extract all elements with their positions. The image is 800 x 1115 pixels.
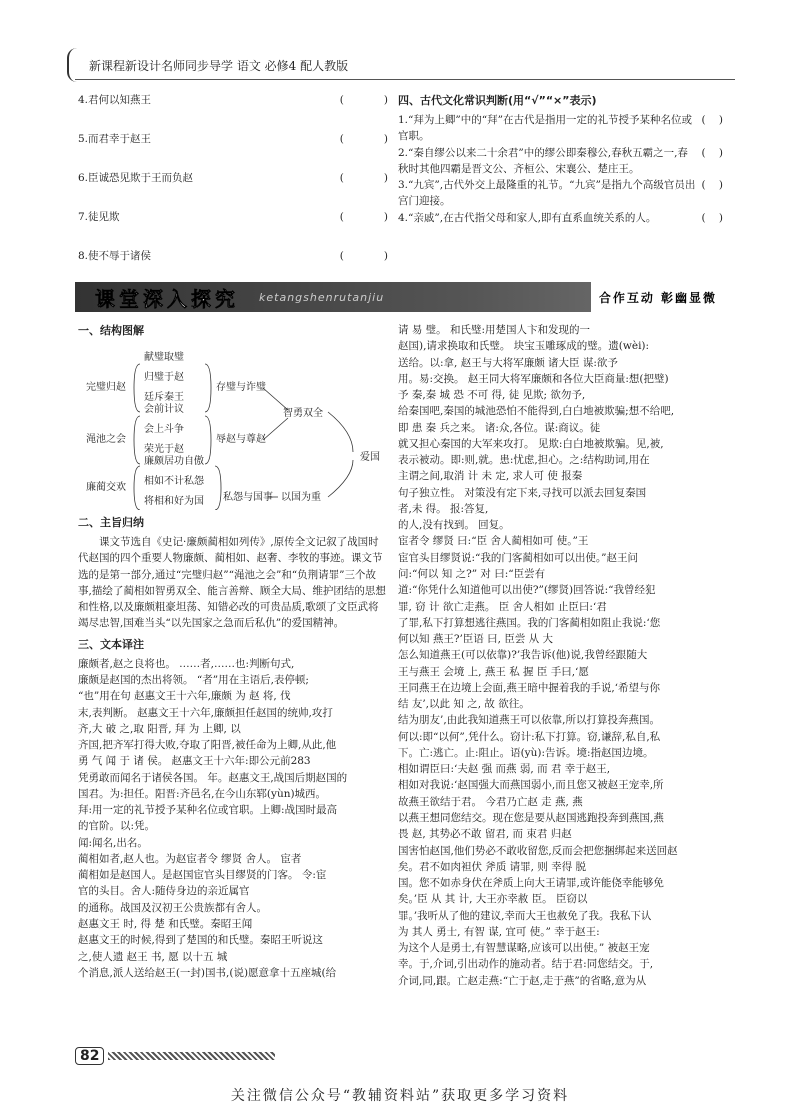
node: 归璧于赵	[144, 372, 184, 384]
translation-line: 何以:即“以何”,凭什么。窃计:私下打算。窃,谦辞,私自,私	[398, 730, 661, 743]
translation-line: 表示被动。即:则,就。患:忧虑,担心。之:结构助词,用在	[398, 454, 650, 467]
banner-pinyin: ketangshenrutanjiu	[259, 290, 385, 304]
translation-line: 王同燕王在边境上会面,燕王暗中握着我的手说,‘希望与你	[398, 681, 661, 694]
translation-line: 相如谓臣曰:‘夫赵 强 而燕 弱, 而 君 幸于赵王,	[398, 763, 611, 776]
translation-line: 矣。’臣 从 其 计, 大王亦幸赦 臣。 臣窃以	[398, 893, 588, 906]
judge-item	[398, 145, 723, 178]
node: 将相和好为国	[144, 496, 204, 508]
translation-line: 为这个人是勇士,有智慧谋略,应该可以出使。” 被赵王宠	[398, 942, 650, 955]
translation-line: 请 易 璧。 和氏璧:用楚国人卞和发现的一	[398, 324, 591, 336]
answer-blank: ( )	[339, 94, 388, 106]
culture-judgement	[398, 92, 723, 226]
question-row	[78, 209, 388, 248]
translation-line: 王与燕王 会境 上, 燕王 私 握 臣 手曰,‘愿	[398, 665, 589, 678]
bottom-note: 关注微信公众号“教辅资料站”获取更多学习资料	[230, 1088, 570, 1104]
translation-line: 个消息,派人送给赵王(一封)国书,(说)愿意拿十五座城(给	[78, 966, 337, 979]
translation-line: 矣。君不如肉袒伏 斧质 请罪, 则 幸得 脱	[398, 860, 587, 873]
page-header	[75, 52, 735, 80]
node: 渑池之会	[86, 434, 126, 446]
answer-blank: ( )	[701, 211, 723, 224]
translation-line: 了罪,私下打算想逃往燕国。我的门客蔺相如阻止我说:‘您	[398, 616, 661, 629]
answer-blank: ( )	[701, 179, 723, 192]
question-text: 5.而君幸于赵王	[78, 133, 152, 145]
node: 智勇双全	[283, 408, 323, 420]
structure-diagram	[78, 342, 388, 510]
node: 存璧与诈璧	[216, 382, 266, 394]
judge-text: 1.“拜为上卿”中的“拜”在古代是指用一定的礼节授予某种名位或官职。	[398, 114, 692, 143]
node: 相如不计私怨	[144, 476, 204, 488]
translation-line: 廉颇是赵国的杰出将领。 “者”用在主语后,表停顿;	[78, 674, 309, 686]
translation-line: 的官阶。以:凭。	[78, 820, 156, 833]
header-title: 新课程新设计名师同步导学 语文 必修4 配人教版	[89, 59, 349, 73]
translation-line: 何以知 燕王?’臣语 曰, 臣尝 从 大	[398, 633, 553, 646]
translation-line: 者,未 得。 报:答复,	[398, 502, 489, 515]
translation-line: 送给。以:拿, 赵王与大将军廉颇 诸大臣 谋:欲予	[398, 356, 618, 369]
translation-line: 宦者令 缪贤 曰:“臣 舍人蔺相如可 使。”王	[398, 535, 589, 548]
translation-line: 怎么知道燕王(可以依靠)?’我告诉(他)说,我曾经跟随大	[398, 649, 648, 662]
translation-line: 故燕王欲结于君。 今君乃亡赵 走 燕, 燕	[398, 795, 583, 808]
translation-line: 国君。为:担任。阳晋:齐邑名,在今山东郓(yùn)城西。	[78, 787, 327, 800]
translation-line: 廉颇者,赵之良将也。 ……者,……也:判断句式,	[78, 657, 295, 670]
judge-text: 3.“九宾”,古代外交上最隆重的礼节。“九宾”是指九个高级官员出宫门迎接。	[398, 179, 696, 208]
theme-text: 课文节选自《史记·廉颇蔺相如列传》,原传全文记叙了战国时代赵国的四个重要人物廉颇、蔺相如、赵奢、李牧的事迹。课文节选的是第一部分,通过“完璧归赵”“渑池之会”和“负荆请罪”三个故事,描绘了蔺相如智勇双全、能言善辩、顾全大局、维护团结的思想和性格,以及廉颇粗豪坦荡、知错必改的可贵品质,歌颂了文臣武将竭尽忠智,国难当头“以先国家之急而后私仇”的爱国精神。	[78, 536, 386, 630]
translation-line: 为 其人 勇士, 有智 谋, 宜可 使。” 幸于赵王:	[398, 925, 600, 938]
translation-line: 给秦国吧,秦国的城池恐怕不能得到,白白地被欺骗;想不给吧,	[398, 405, 675, 418]
translation-line: 畏 赵, 其势必不敢 留君, 而 束君 归赵	[398, 828, 572, 841]
page-footer	[75, 1045, 275, 1067]
translation-questions	[78, 92, 388, 287]
translation-line: 结为朋友’,由此我知道燕王可以依靠,所以打算投奔燕国。	[398, 714, 661, 727]
translation-line: 道:“你凭什么知道他可以出使?”(缪贤)回答说:“我曾经犯	[398, 584, 656, 597]
node: 荣光于赵	[144, 444, 184, 456]
node: 廉蔺交欢	[86, 482, 126, 494]
translation-line: 蔺相如者,赵人也。为赵宦者令 缪贤 舍人。 宦者	[78, 852, 302, 865]
answer-blank: ( )	[701, 146, 723, 159]
translation-line: 用。易:交换。 赵王同大将军廉颇和各位大臣商量:想(把璧)	[398, 372, 669, 385]
node: 爱国	[360, 452, 380, 464]
banner-title: 课堂深入探究	[95, 286, 239, 311]
translation-line: 结 友’,以此 知 之, 故 欲往。	[398, 698, 530, 711]
translation-line: 即 患 秦 兵之来。 诸:众,各位。谋:商议。徒	[398, 421, 601, 434]
section-heading: 四、古代文化常识判断(用“√”“×”表示)	[398, 94, 597, 107]
right-column	[398, 322, 723, 989]
translation-line: 主谓之间,取消 计 未 定, 求人可 使 报秦	[398, 470, 583, 483]
translation-line: 句子独立性。 对策没有定下来,寻找可以派去回复秦国	[398, 486, 647, 499]
judge-item	[398, 177, 723, 210]
translation-line: 凭勇敢而闻名于诸侯各国。 年。赵惠文王,战国后期赵国的	[78, 771, 348, 784]
question-row	[78, 170, 388, 209]
node: 私怨与国事	[223, 492, 273, 504]
translation-line: 宦官头目缪贤说:“我的门客蔺相如可以出使。”赵王问	[398, 551, 639, 564]
page-number: 82	[75, 1047, 104, 1065]
judge-text: 2.“秦自缪公以来二十余君”中的缪公即秦穆公,春秋五霸之一,春秋时其他四霸是晋文公、齐桓公、宋襄公、楚庄王。	[398, 146, 688, 175]
theme-heading: 二、主旨归纳	[78, 516, 144, 530]
translation-line: 赵国),请求换取和氏璧。 块宝玉雕琢成的璧。遗(wèi):	[398, 340, 650, 353]
answer-blank: ( )	[339, 250, 388, 262]
translation-line: 闻:闻名,出名。	[78, 836, 148, 849]
question-text: 7.徒见欺	[78, 211, 120, 223]
footer-pattern	[108, 1052, 275, 1060]
section-banner	[75, 282, 725, 312]
node: 廷斥秦王	[144, 392, 184, 404]
translation-line: 下。亡:逃亡。止:阻止。语(yù):告诉。境:指赵国边境。	[398, 746, 654, 759]
translation-line: 齐,大 破 之,取 阳晋, 拜 为 上卿, 以	[78, 722, 241, 735]
translation-line: 罪。’我听从了他的建议,幸而大王也赦免了我。我私下认	[398, 909, 652, 922]
translation-line: 官的头目。舍人:随侍身边的亲近属官	[78, 885, 250, 898]
translation-line: 就又担心秦国的大军来攻打。 见欺:白白地被欺骗。见,被,	[398, 437, 664, 450]
translation-line: “也”用在句 赵惠文王十六年,廉颇 为 赵 将, 伐	[78, 690, 291, 703]
node: 会上斗争	[144, 424, 184, 436]
translation-line: 末,表判断。 赵惠文王十六年,廉颇担任赵国的统帅,攻打	[78, 706, 333, 719]
translation-line: 勇 气 闻 于 诸 侯。 赵惠文王十六年:即公元前283	[78, 755, 311, 768]
translation-line: 国。您不如赤身伏在斧质上向大王请罪,或许能侥幸能够免	[398, 877, 664, 890]
question-text: 8.使不辱于诸侯	[78, 250, 152, 262]
translation-line: 的通称。战国及汉初王公贵族都有舍人。	[78, 901, 267, 914]
translation-line: 相如对我说:‘赵国强大而燕国弱小,而且您又被赵王宠幸,所	[398, 779, 664, 792]
translation-line: 予 秦,秦 城 恐 不可 得, 徒 见欺; 欲勿予,	[398, 389, 586, 402]
node: 廉颇居功自傲	[144, 456, 204, 468]
left-column	[78, 322, 388, 981]
node: 会前计议	[144, 404, 184, 416]
translation-line: 赵惠文王 时, 得 楚 和氏璧。秦昭王闻	[78, 917, 253, 930]
translation-line: 蔺相如是赵国人。是赵国宦官头目缪贤的门客。 令:宦	[78, 869, 327, 882]
translation-line: 介词,同,跟。亡赵走燕:“亡于赵,走于燕”的省略,意为从	[398, 974, 647, 987]
translation-line: 罪, 窃 计 欲亡走燕。 臣 舍人相如 止臣曰:‘君	[398, 600, 607, 613]
translation-line: 赵惠文王的时候,得到了楚国的和氏璧。秦昭王听说这	[78, 934, 323, 947]
answer-blank: ( )	[701, 114, 723, 127]
translation-line: 拜:用一定的礼节授予某种名位或官职。上卿:战国时最高	[78, 804, 338, 817]
question-text: 6.臣诚恐见欺于王而负赵	[78, 172, 194, 184]
question-row	[78, 131, 388, 170]
translation-heading: 三、文本译注	[78, 637, 144, 651]
translation-line: 国害怕赵国,他们势必不敢收留您,反而会把您捆绑起来送回赵	[398, 844, 678, 857]
translation-line: 之,使人遗 赵王 书, 愿 以十五 城	[78, 950, 228, 963]
translation-line: 齐国,把齐军打得大败,夺取了阳晋,被任命为上卿,从此,他	[78, 739, 337, 752]
node: 完璧归赵	[86, 382, 126, 394]
question-text: 4.君何以知燕王	[78, 94, 152, 106]
translation-line: 的人,没有找到。 回复。	[398, 519, 510, 532]
translation-line: 幸。于,介词,引出动作的施动者。结于君:同您结交。于,	[398, 958, 654, 971]
structure-heading: 一、结构图解	[78, 324, 144, 337]
node: 献璧取璧	[144, 352, 184, 364]
node: 以国为重	[281, 492, 321, 504]
judge-item	[398, 210, 723, 226]
judge-text: 4.“亲戚”,在古代指父母和家人,即有直系血统关系的人。	[398, 211, 657, 224]
banner-slogan: 合作互动 彰幽显微	[591, 282, 725, 312]
answer-blank: ( )	[339, 172, 388, 184]
answer-blank: ( )	[339, 211, 388, 223]
answer-blank: ( )	[339, 133, 388, 145]
translation-line: 问:“何以 知 之?” 对 曰:“臣尝有	[398, 567, 546, 580]
judge-item	[398, 112, 723, 145]
translation-line: 以燕王想同您结交。现在您是要从赵国逃跑投奔到燕国,燕	[398, 811, 664, 824]
question-row	[78, 92, 388, 131]
node: 辱赵与尊赵	[216, 434, 266, 446]
header-decoration	[67, 48, 81, 82]
